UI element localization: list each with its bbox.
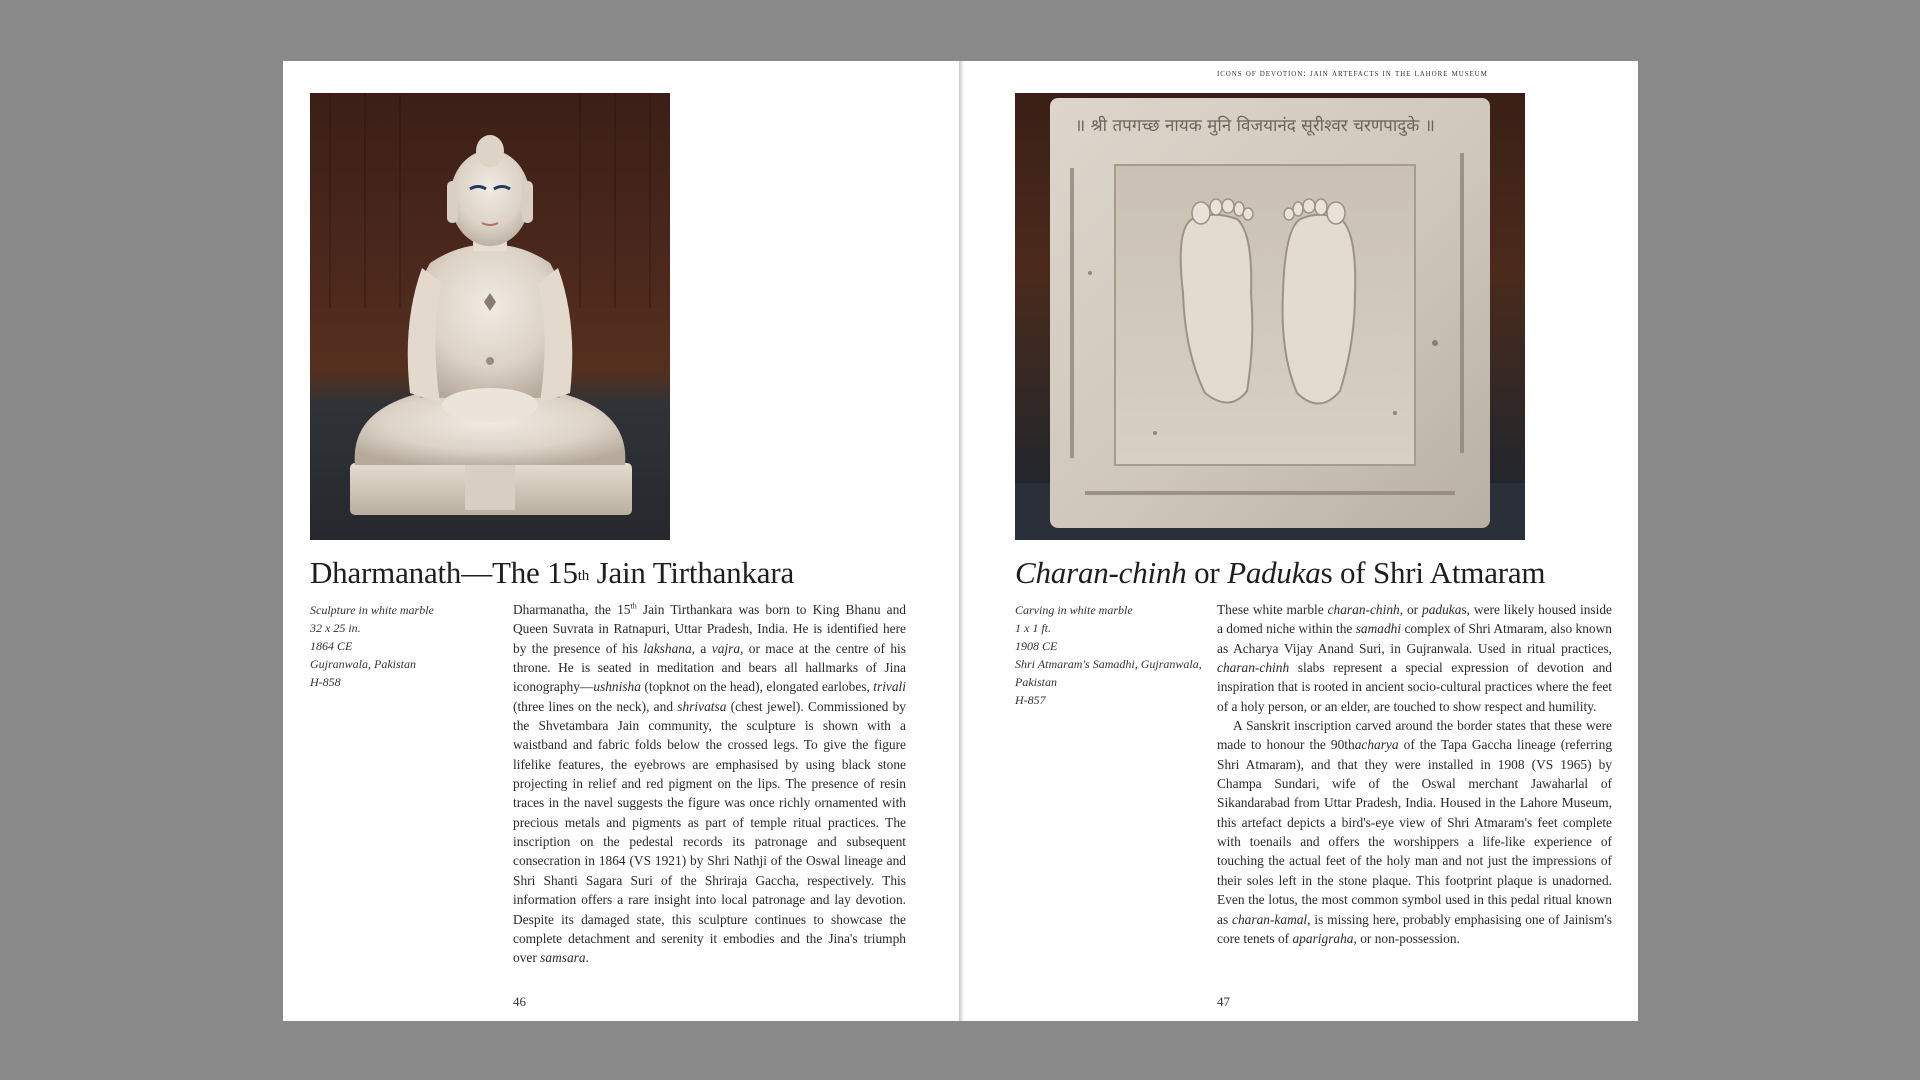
- object-dimensions: 32 x 25 in.: [310, 621, 361, 635]
- running-head: icons of devotion: jain artefacts in the lahore museum: [1217, 69, 1488, 79]
- dharmanath-description: [513, 600, 906, 968]
- body-text-run: ushnisha: [593, 679, 641, 695]
- body-text-run: charan-chinh: [1327, 602, 1400, 617]
- plaque-inscription: ॥ श्री तपगच्छ नायक मुनि विजयानंद सूरीश्वर चरणपादुके ॥: [1075, 116, 1435, 136]
- object-medium: Sculpture in white marble: [310, 603, 434, 617]
- body-text-run: aparigraha: [1292, 930, 1354, 946]
- body-text-run: , or: [1399, 602, 1423, 617]
- body-text-run: th: [630, 601, 637, 611]
- body-text-run: shrivatsa: [677, 698, 727, 714]
- body-text-run: A Sanskrit inscription carved around the border states that these were made to honour the 90th: [1217, 718, 1612, 753]
- body-text-run: slabs represent a special expression of devotion and inspiration that is rooted in ancient socio-cultural practices where the feet of a holy person, or an elder, are touched to show respect and humility.: [1217, 660, 1612, 714]
- body-text-run: , a: [691, 640, 712, 656]
- dharmanath-sculpture-photo: [310, 93, 670, 540]
- object-medium: Carving in white marble: [1015, 603, 1133, 617]
- object-provenance: Shri Atmaram's Samadhi, Gujranwala, Pakistan: [1015, 657, 1202, 689]
- body-text-run: lakshana: [643, 640, 692, 656]
- charan-chinh-paragraph-2: [1217, 716, 1612, 948]
- object-provenance: Gujranwala, Pakistan: [310, 657, 417, 671]
- body-text-run: samsara: [540, 950, 586, 966]
- body-text-run: s, were likely housed inside a domed niche within the: [1217, 602, 1612, 637]
- body-text-run: , is missing here, probably emphasising one of Jainism's core tenets of: [1217, 911, 1612, 946]
- seated-jina-illustration: [310, 93, 670, 540]
- charan-chinh-object-details: [1015, 601, 1205, 709]
- body-text-run: acharya: [1354, 737, 1399, 753]
- object-accession-number: H-857: [1015, 693, 1046, 707]
- left-page: [283, 61, 959, 1021]
- page-number-right: 47: [1217, 994, 1230, 1009]
- dharmanath-title: Dharmanath—The 15th Jain Tirthankara: [310, 555, 795, 590]
- footprint-plaque-illustration: [1015, 93, 1525, 540]
- object-dimensions: 1 x 1 ft.: [1015, 621, 1051, 635]
- charan-chinh-paragraph-1: [1217, 600, 1612, 716]
- body-text-run: .: [585, 950, 589, 966]
- body-text-run: (chest jewel). Commissioned by the Shvetambara Jain community, the sculpture is shown with a waistband and fabric folds below the crossed legs. To give the figure lifelike features, the eyebrows are emphasised by using black stone projecting in relief and red pigment on the lips. The presence of resin traces in the navel suggests the figure was once richly ornamented with precious metals and pigments as part of temple ritual practices. The inscription on the pedestal records its patronage and subsequent consecration in 1864 (VS 1921) by Shri Nathji of the Oswal lineage and Shri Shanti Sagara Suri of the Shriraja Gaccha, respectively. This information offers a rare insight into local patronage and lay devotion. Despite its damaged state, this sculpture continues to showcase the complete detachment and serenity it embodies and the Jina's triumph over: [513, 698, 906, 966]
- body-text-run: charan-kamal: [1232, 911, 1308, 927]
- charan-chinh-plaque-photo: [1015, 93, 1525, 540]
- body-text-run: Jain Tirthankara was born to King Bhanu and Queen Suvrata in Ratnapuri, Uttar Pradesh, India. He is identified here by the presence of his: [513, 602, 906, 656]
- right-page: [964, 61, 1638, 1021]
- object-accession-number: H-858: [310, 675, 341, 689]
- object-date: 1864 CE: [310, 639, 353, 653]
- dharmanath-paragraph: [513, 600, 906, 968]
- body-text-run: , or mace at the centre of his throne. He is seated in meditation and bears all hallmarks of Jina iconography—: [513, 640, 906, 695]
- page-number-left: 46: [513, 994, 526, 1009]
- body-text-run: complex of Shri Atmaram, also known as Acharya Vijay Anand Suri, in Gujranwala. Used in ritual practices,: [1217, 621, 1612, 656]
- body-text-run: paduka: [1422, 602, 1462, 617]
- body-text-run: charan-chinh: [1217, 660, 1290, 676]
- charan-chinh-description: [1217, 600, 1612, 948]
- body-text-run: These white marble: [1217, 602, 1328, 617]
- body-text-run: (topknot on the head), elongated earlobes,: [640, 679, 874, 695]
- body-text-run: of the Tapa Gaccha lineage (referring Shri Atmaram), and that they were installed in 1908 (VS 1965) by Champa Sundari, wife of the Oswal merchant Jawaharlal of Sikandarabad from Uttar Pradesh, India. Housed in the Lahore Museum, this artefact depicts a bird's-eye view of Shri Atmaram's feet complete with toenails and offers the worshippers a life-like experience of touching the actual feet of the holy man and not just the impressions of their soles left in the stone plaque. This footprint plaque is unadorned. Even the lotus, the most common symbol used in this pedal ritual known as: [1217, 737, 1613, 927]
- body-text-run: samadhi: [1355, 621, 1402, 637]
- body-text-run: (three lines on the neck), and: [513, 698, 678, 714]
- charan-chinh-title: Charan-chinh or Padukas of Shri Atmaram: [1015, 555, 1546, 590]
- body-text-run: trivali: [873, 679, 906, 695]
- body-text-run: vajra: [711, 640, 741, 656]
- object-date: 1908 CE: [1015, 639, 1058, 653]
- dharmanath-object-details: [310, 601, 475, 691]
- body-text-run: , or non-possession.: [1353, 930, 1460, 946]
- body-text-run: Dharmanatha, the 15: [513, 602, 631, 617]
